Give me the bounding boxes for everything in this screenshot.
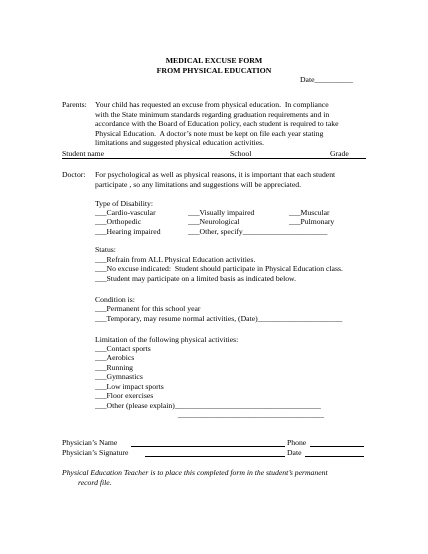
condition-option[interactable]: ___Temporary, may resume normal activities, (Date)______________________: [95, 314, 343, 323]
disability-option[interactable]: ___Hearing impaired: [95, 227, 161, 236]
limitation-option[interactable]: ___Other (please explain)______________________________________: [95, 401, 321, 410]
disability-heading: Type of Disability:: [95, 199, 153, 208]
physician-signature-field[interactable]: [145, 456, 285, 457]
doctor-paragraph: [95, 170, 375, 189]
disability-option[interactable]: ___Orthopedic: [95, 217, 142, 226]
disability-option[interactable]: ___Visually impaired: [188, 208, 255, 217]
parents-line: limitations and suggested physical education activities.: [95, 138, 265, 148]
doctor-label: Doctor:: [62, 170, 86, 179]
status-option[interactable]: ___Student may participate on a limited basis as indicated below.: [95, 274, 297, 283]
phone-field[interactable]: [310, 446, 364, 447]
grade-label: Grade: [330, 149, 349, 158]
disability-option[interactable]: ___Other, specify______________________: [188, 227, 328, 236]
form-title: MEDICAL EXCUSE FORM: [165, 56, 263, 65]
signature-date-field[interactable]: [305, 456, 364, 457]
explanation-line[interactable]: ______________________________________: [178, 410, 325, 419]
status-option[interactable]: ___No excuse indicated: Student should participate in Physical Education class.: [95, 264, 343, 273]
doctor-line: For psychological as well as physical reasons, it is important that each student: [95, 170, 336, 179]
disability-option[interactable]: ___Neurological: [188, 217, 240, 226]
physician-name-field[interactable]: [131, 446, 285, 447]
disability-option[interactable]: ___Cardio-vascular: [95, 208, 156, 217]
physician-name-label: Physician’s Name: [62, 438, 118, 447]
phone-label: Phone: [287, 438, 307, 447]
date-field[interactable]: Date__________: [300, 75, 353, 84]
form-subtitle: FROM PHYSICAL EDUCATION: [156, 66, 272, 75]
disability-option[interactable]: ___Muscular: [289, 208, 330, 217]
status-option[interactable]: ___Refrain from ALL Physical Education activities.: [95, 255, 256, 264]
physician-signature-label: Physician’s Signature: [62, 448, 129, 457]
school-label: School: [230, 149, 252, 158]
parents-line: with the State minimum standards regarding graduation requirements and in: [95, 109, 330, 119]
student-name-label: Student name: [62, 149, 105, 158]
condition-option[interactable]: ___Permanent for this school year: [95, 304, 201, 313]
parents-line: Your child has requested an excuse from physical education. In compliance: [95, 100, 329, 109]
footer-note-line1: Physical Education Teacher is to place this completed form in the student’s permanent: [62, 468, 328, 477]
footer-note-line2: record file.: [78, 478, 112, 487]
limitation-option[interactable]: ___Running: [95, 363, 134, 372]
limitation-option[interactable]: ___Gymnastics: [95, 372, 143, 381]
limitation-option[interactable]: ___Contact sports: [95, 344, 151, 353]
parents-label: Parents:: [62, 100, 87, 109]
disability-option[interactable]: ___Pulmonary: [289, 217, 335, 226]
limitation-option[interactable]: ___Low impact sports: [95, 382, 164, 391]
parents-paragraph: [95, 100, 375, 148]
status-heading: Status:: [95, 245, 116, 254]
student-info-line[interactable]: [62, 158, 366, 159]
doctor-line: participate , so any limitations and suggestions will be appreciated.: [95, 179, 302, 189]
limitation-option[interactable]: ___Aerobics: [95, 353, 135, 362]
signature-date-label: Date: [287, 448, 302, 457]
parents-line: accordance with the Board of Education policy, each student is required to take: [95, 119, 339, 129]
limitation-heading: Limitation of the following physical activities:: [95, 335, 239, 344]
condition-heading: Condition is:: [95, 295, 135, 304]
limitation-option[interactable]: ___Floor exercises: [95, 391, 154, 400]
parents-line: Physical Education. A doctor’s note must be kept on file each year stating: [95, 128, 324, 138]
